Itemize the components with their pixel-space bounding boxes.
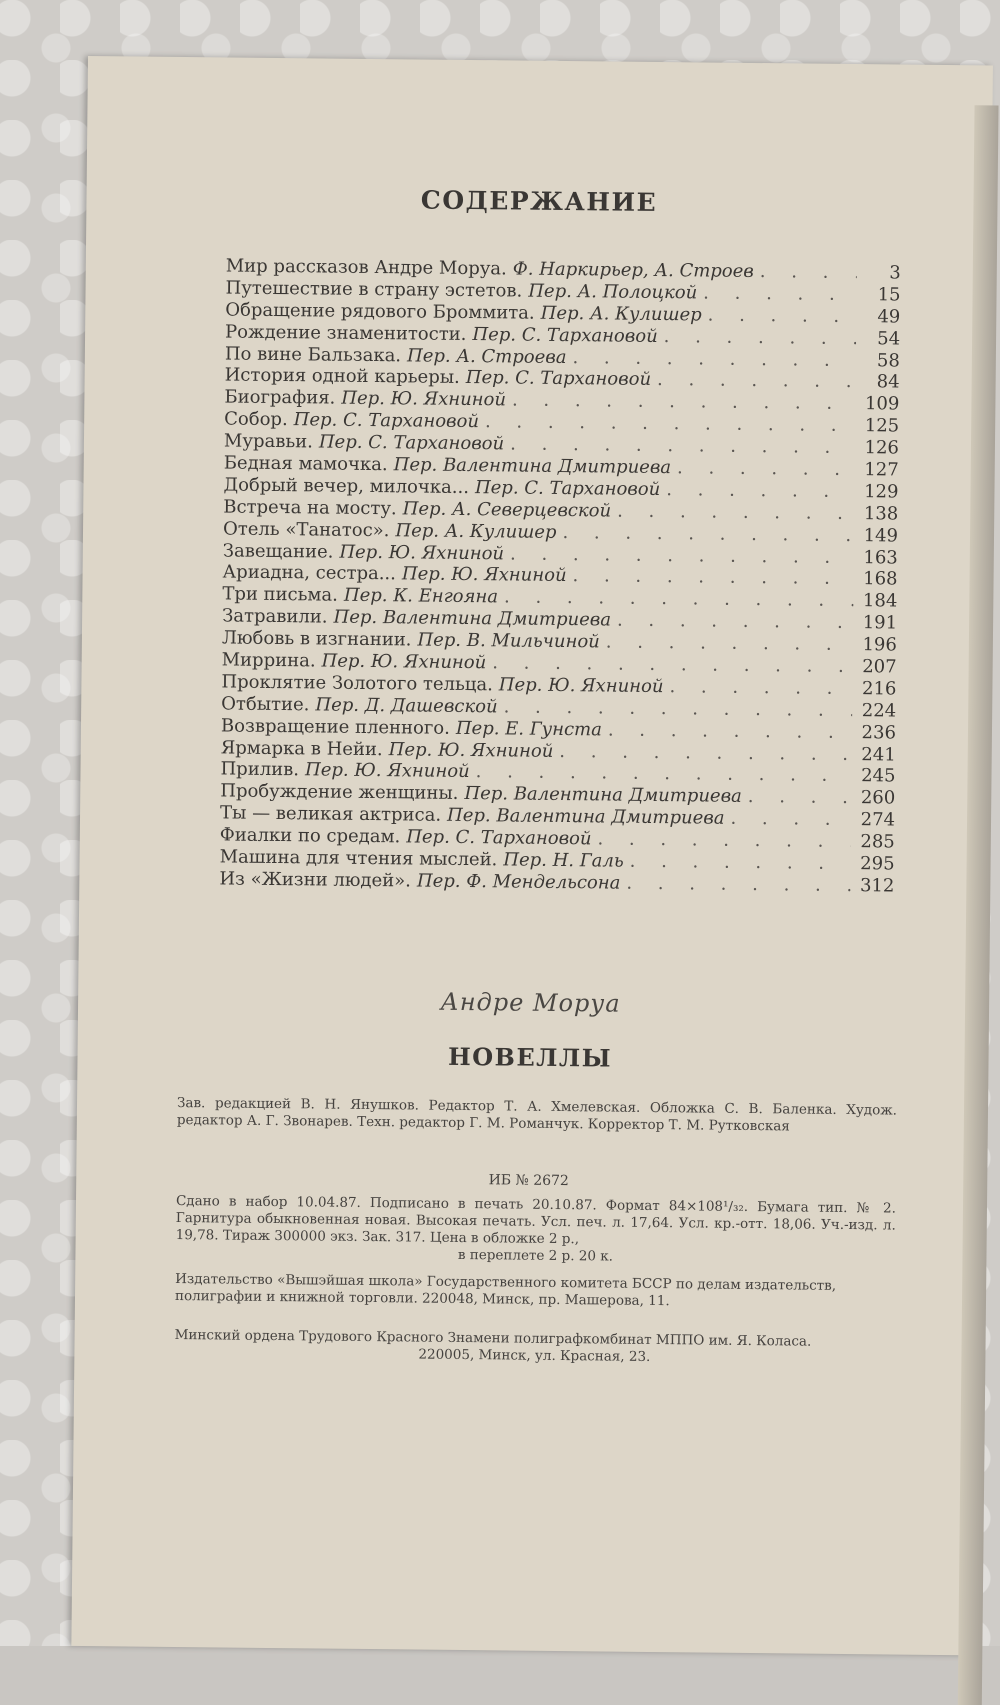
- toc-entry-title: Возвращение пленного.: [220, 715, 451, 739]
- toc-entry-translator: Пер. Ю. Яхниной: [388, 738, 554, 762]
- toc-entry-page: 149: [863, 524, 899, 547]
- toc-entry-page: 54: [877, 327, 901, 350]
- toc-entry-title: История одной карьеры.: [224, 364, 460, 389]
- toc-entry-page: 241: [861, 743, 896, 766]
- leader-dots: [666, 479, 854, 502]
- toc-entry-page: 184: [862, 590, 898, 612]
- toc-entry-translator: Пер. А. Полоцкой: [528, 280, 698, 304]
- leader-dots: [562, 522, 854, 546]
- toc-entry-title: Проклятие Золотого тельца.: [221, 671, 493, 696]
- toc-entry-title: Фиалки по средам.: [219, 824, 401, 848]
- toc-heading: СОДЕРЖАНИЕ: [420, 185, 658, 217]
- book-author: Андре Моруа: [440, 987, 621, 1018]
- print-data-price: в переплете 2 р. 20 к.: [457, 1246, 614, 1265]
- toc-entry-title: Машина для чтения мыслей.: [219, 846, 498, 871]
- toc-entry-translator: Пер. Валентина Дмитриева: [447, 805, 725, 829]
- toc-entry-page: 126: [864, 437, 900, 459]
- toc-entry-title: Затравили.: [222, 605, 328, 628]
- leader-dots: [559, 741, 852, 765]
- leader-dots: [512, 390, 856, 415]
- toc-entry-translator: Пер. С. Тархановой: [406, 826, 592, 850]
- toc-entry-title: Встреча на мосту.: [223, 496, 397, 520]
- toc-entry-page: 84: [876, 371, 900, 393]
- toc-entry-title: Из «Жизни людей».: [219, 868, 412, 892]
- toc-entry-page: 58: [876, 349, 900, 372]
- toc-entry-translator: Пер. Ю. Яхниной: [341, 388, 507, 411]
- leader-dots: [572, 347, 856, 371]
- toc-entry-translator: Пер. Е. Гунста: [455, 717, 603, 741]
- toc-entry-title: Биография.: [224, 386, 336, 409]
- leader-dots: [760, 261, 857, 283]
- leader-dots: [626, 873, 850, 896]
- toc-entry-title: Три письма.: [222, 583, 339, 607]
- toc-entry-translator: Пер. Ф. Мендельсона: [416, 870, 621, 894]
- toc-entry-title: По вине Бальзака.: [224, 343, 402, 366]
- toc-entry-page: 109: [864, 393, 900, 415]
- leader-dots: [657, 369, 856, 392]
- leader-dots: [669, 676, 852, 699]
- toc-entry-title: Мир рассказов Андре Моруа.: [225, 255, 507, 280]
- leader-dots: [748, 786, 852, 808]
- leader-dots: [606, 632, 853, 656]
- toc-entry-translator: Пер. А. Кулишер: [540, 302, 702, 326]
- toc-entry-translator: Пер. Валентина Дмитриева: [333, 606, 612, 631]
- leader-dots: [504, 587, 853, 612]
- toc-entry-title: Рождение знаменитости.: [225, 321, 467, 345]
- toc-entry-translator: Пер. Ю. Яхниной: [304, 759, 470, 783]
- toc-entry-title: Добрый вечер, милочка...: [223, 474, 470, 498]
- toc-entry-page: 15: [877, 284, 901, 306]
- toc-entry-page: 163: [863, 546, 898, 569]
- toc-entry-translator: Пер. Д. Дашевской: [315, 694, 498, 718]
- toc-entry-translator: Пер. А. Строева: [406, 344, 567, 368]
- leader-dots: [485, 411, 855, 436]
- toc-entry-translator: Ф. Наркирьер, А. Строев: [512, 258, 754, 282]
- toc-entry-page: 127: [864, 459, 899, 481]
- toc-entry-page: 196: [862, 634, 897, 656]
- toc-entry-page: 295: [860, 853, 895, 875]
- credits-text: Зав. редакцией В. Н. Янушков. Редактор Т. А. Хмелевская. Обложка С. В. Баленка. Худож. редактор А. Г. Звонарев. Техн. редактор Г. М. Романчук. Корректор Т. М. Рутковская: [176, 1094, 898, 1135]
- leader-dots: [617, 500, 854, 523]
- toc-entry-page: 129: [864, 481, 899, 503]
- toc-entry-page: 245: [861, 765, 896, 787]
- toc-entry-page: 168: [863, 568, 898, 590]
- leader-dots: [597, 829, 851, 853]
- toc-entry-translator: Пер. Валентина Дмитриева: [464, 783, 742, 808]
- printer-info: [174, 1327, 894, 1369]
- toc-entry-title: Бедная мамочка.: [223, 452, 388, 476]
- toc-entry-translator: Пер. К. Енгояна: [343, 585, 499, 608]
- toc-entry-translator: Пер. С. Тархановой: [474, 476, 661, 500]
- toc-entry-page: 207: [862, 656, 897, 678]
- toc-entry-title: Завещание.: [222, 540, 334, 563]
- book-title: НОВЕЛЛЫ: [447, 1041, 613, 1073]
- toc-entry-translator: Пер. Ю. Яхниной: [321, 650, 487, 674]
- printer-address: 220005, Минск, ул. Красная, 23.: [418, 1346, 651, 1365]
- leader-dots: [572, 566, 853, 590]
- toc-entry-title: Миррина.: [221, 649, 316, 672]
- toc-entry-translator: Пер. А. Северцевской: [402, 498, 612, 522]
- toc-entry-title: Путешествие в страну эстетов.: [225, 277, 523, 302]
- toc-entry-translator: Пер. Ю. Яхниной: [339, 541, 505, 564]
- leader-dots: [476, 762, 852, 787]
- printer-name: Минский ордена Трудового Красного Знамени полиграфкомбинат МППО им. Я. Коласа.: [174, 1326, 812, 1350]
- toc-entry-translator: Пер. С. Тархановой: [293, 409, 480, 433]
- toc-entry-translator: Пер. Валентина Дмитриева: [393, 454, 672, 479]
- leader-dots: [630, 851, 851, 874]
- print-data: [175, 1193, 896, 1269]
- toc-entry-page: 125: [864, 415, 900, 437]
- print-data-line: Сдано в набор 10.04.87. Подписано в печать 20.10.87. Формат 84×108¹/₃₂. Бумага тип. № 2. Гарнитура обыкновенная новая. Высокая печать. Усл. печ. л. 17,64. Усл. кр.-отт. 18,06. Уч.-изд. л. 19,78. Тираж 300000 экз. Зак. 317. Цена в обложке 2 р.,: [175, 1192, 897, 1248]
- leader-dots: [492, 652, 853, 677]
- leader-dots: [510, 434, 855, 459]
- toc-entry-title: Ярмарка в Нейи.: [220, 737, 383, 760]
- toc-entry-title: Собор.: [224, 408, 288, 431]
- toc-entry-translator: Пер. С. Тархановой: [472, 323, 658, 347]
- toc-entry-title: Пробуждение женщины.: [220, 780, 459, 805]
- toc-entry-title: Муравьи.: [223, 430, 314, 453]
- toc-entry-title: Ариадна, сестра...: [222, 561, 397, 585]
- toc-entry-title: Прилив.: [220, 758, 300, 781]
- toc-entry-title: Отбытие.: [221, 693, 310, 716]
- imprint-credits: [177, 1095, 897, 1141]
- toc-entry-page: 260: [860, 787, 896, 809]
- leader-dots: [730, 808, 851, 830]
- toc-entry-page: 138: [863, 502, 899, 525]
- toc-entry-page: 312: [859, 875, 895, 897]
- leader-dots: [677, 457, 855, 480]
- toc-entry-translator: Пер. В. Мильчиной: [417, 629, 600, 653]
- toc-entry-page: 274: [860, 809, 896, 831]
- leader-dots: [703, 282, 857, 305]
- leader-dots: [504, 696, 853, 721]
- book-page: [71, 56, 993, 1655]
- toc-entry-translator: Пер. Ю. Яхниной: [498, 674, 664, 697]
- publisher-info: Издательство «Вышэйшая школа» Государственного комитета БССР по делам издательств, полиграфии и книжной торговли. 220048, Минск, пр. Машерова, 11.: [174, 1270, 837, 1310]
- leader-dots: [708, 304, 857, 327]
- toc-entry-translator: Пер. С. Тархановой: [318, 431, 505, 455]
- leader-dots: [510, 543, 854, 568]
- leader-dots: [608, 719, 852, 743]
- toc-entry-title: Обращение рядового Броммита.: [225, 299, 535, 324]
- ib-number: ИБ № 2672: [488, 1172, 569, 1190]
- toc-entry-page: 224: [861, 699, 897, 722]
- leader-dots: [617, 610, 853, 633]
- leader-dots: [664, 326, 857, 349]
- toc-entry-page: 285: [860, 831, 895, 853]
- toc-entry-page: 49: [877, 306, 901, 328]
- toc-entry-title: Ты — великая актриса.: [219, 802, 442, 827]
- toc-entry-page: 3: [889, 262, 901, 284]
- toc-entry-title: Отель «Танатос».: [222, 518, 390, 541]
- toc-entry-translator: Пер. Ю. Яхниной: [401, 563, 567, 587]
- toc-entry-translator: Пер. С. Тархановой: [465, 367, 652, 391]
- toc-entry-title: Любовь в изгнании.: [221, 627, 412, 651]
- toc-entry-page: 236: [861, 721, 897, 744]
- toc-entry-page: 191: [862, 612, 898, 634]
- toc-entry-page: 216: [861, 678, 897, 700]
- toc-entry-translator: Пер. Н. Галь: [503, 849, 624, 872]
- table-of-contents: [219, 255, 901, 897]
- toc-entry-translator: Пер. А. Кулишер: [395, 519, 557, 543]
